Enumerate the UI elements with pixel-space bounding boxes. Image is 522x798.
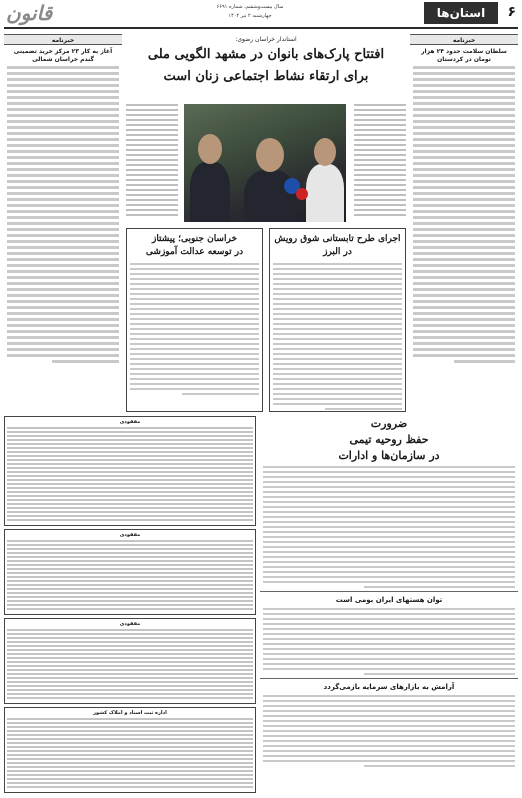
right-column-title: سلطان سلامت حدود ۲۴ هزار تومان در کردستان xyxy=(421,48,507,63)
photo-figure-right-head xyxy=(314,138,336,166)
right-column-text xyxy=(413,66,515,363)
newspaper-logo: قانون xyxy=(6,1,53,25)
section-banner: استان‌ها xyxy=(424,2,498,24)
lead-story-headline-line2: برای ارتقاء نشاط اجتماعی زنان است xyxy=(163,69,369,84)
left-column xyxy=(4,34,122,412)
right-column-label: خبرنامه xyxy=(410,34,518,45)
feature-title-line1: ضرورت xyxy=(370,417,408,430)
story-south-khorasan xyxy=(126,228,263,412)
feature-title-line3: در سازمان‌ها و ادارات xyxy=(338,449,440,462)
feature-text xyxy=(263,466,515,588)
nuclear-story-title: توان هستهای ایران بومی است xyxy=(335,596,443,604)
photo-figure-left-head xyxy=(198,134,222,164)
capital-market-story-title: آرامش به بازارهای سرمایه بازمی‌گردد xyxy=(323,683,455,691)
masthead xyxy=(0,0,522,28)
lead-story-text-right xyxy=(354,104,406,222)
feature-title-line2: حفظ روحیه تیمی xyxy=(349,433,429,446)
photo-figure-left-body xyxy=(190,162,230,222)
left-column-text xyxy=(7,66,119,363)
microphone-icon xyxy=(296,188,308,200)
right-column xyxy=(410,34,518,412)
page-number: ۶ xyxy=(507,4,516,20)
story-alborz-text xyxy=(273,263,402,410)
notice-title: مفقودی xyxy=(119,621,141,627)
story-south-khorasan-text xyxy=(130,263,259,395)
photo-figure-right-body xyxy=(306,164,344,222)
lead-story-photo xyxy=(184,104,346,222)
notices-section xyxy=(4,416,256,794)
notice-title: اداره ثبت اسناد و املاک کشور xyxy=(93,710,167,716)
left-column-title: آغاز به کار ۲۳ مرکز خرید تضمینی گندم خراسان شمالی xyxy=(13,48,113,63)
story-south-khorasan-title-line1: خراسان جنوبی؛ پیشتاز xyxy=(151,234,238,244)
story-alborz xyxy=(269,228,406,412)
feature-section xyxy=(260,416,518,794)
notice-title: مفقودی xyxy=(119,419,141,425)
notice xyxy=(4,707,256,793)
secondary-stories xyxy=(126,228,406,412)
lead-story-headline-line1: افتتاح پارک‌های بانوان در مشهد الگویی ملی xyxy=(147,47,385,62)
date-line: چهارشنبه ۲ تیر ۱۴۰۲ xyxy=(228,13,272,19)
story-south-khorasan-title-line2: در توسعه عدالت آموزشی xyxy=(145,247,244,257)
nuclear-story-text xyxy=(263,608,515,675)
story-alborz-title: اجرای طرح تابستانی شوق رویش در البرز xyxy=(274,234,401,257)
issue-line: سال بیست‌وششم، شماره ۶۶۹۱ xyxy=(216,4,284,10)
capital-market-story-text xyxy=(263,695,515,767)
notice-title: مفقودی xyxy=(119,532,141,538)
lead-story-kicker: استاندار خراسان رضوی: xyxy=(235,36,297,43)
masthead-rule xyxy=(4,27,518,29)
photo-figure-center-head xyxy=(256,138,284,172)
divider xyxy=(260,678,518,679)
divider xyxy=(260,591,518,592)
notice xyxy=(4,416,256,526)
notice xyxy=(4,529,256,615)
left-column-label: خبرنامه xyxy=(4,34,122,45)
notice xyxy=(4,618,256,704)
lead-story-text-left xyxy=(126,104,178,222)
lead-story xyxy=(126,34,406,224)
